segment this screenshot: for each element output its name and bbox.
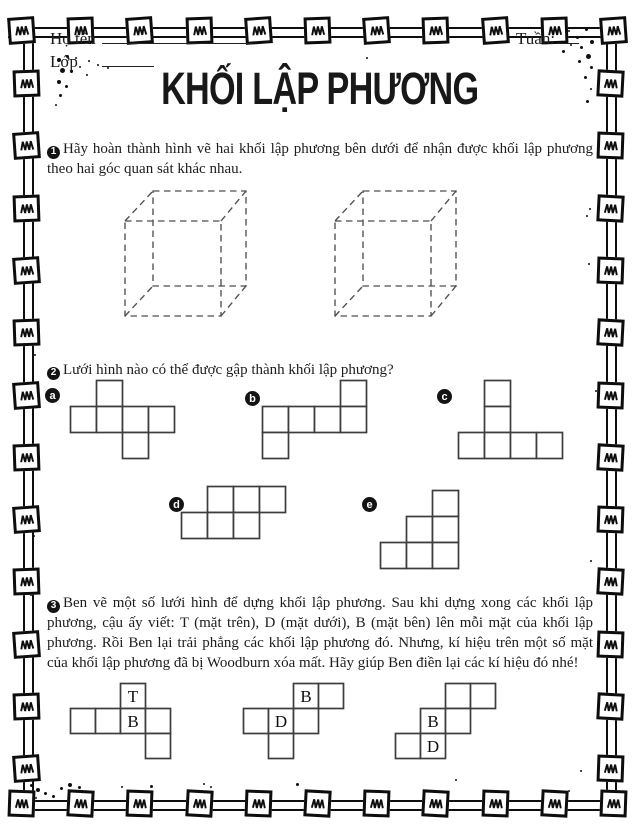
ink-dot	[35, 797, 37, 799]
net-cell	[244, 709, 269, 734]
frame-bead-scribble-icon	[7, 16, 36, 45]
frame-bead-scribble-icon	[597, 132, 625, 160]
week-blank-line	[559, 30, 579, 44]
ink-dot	[580, 46, 583, 49]
net-label-e: e	[362, 497, 377, 512]
frame-bead-scribble-icon	[422, 17, 450, 45]
net-cell	[446, 684, 471, 709]
face-letter: B	[127, 712, 139, 731]
net-cell	[234, 487, 260, 513]
ink-dot	[588, 263, 590, 265]
ink-dot	[68, 783, 72, 787]
week-field	[516, 29, 579, 49]
labeled-net-2	[242, 682, 345, 765]
frame-bead-scribble-icon	[12, 131, 41, 160]
ink-dot	[562, 50, 565, 53]
frame-bead-scribble-icon	[304, 17, 332, 45]
frame-bead-scribble-icon	[597, 755, 625, 783]
ink-dot	[150, 785, 153, 788]
frame-bead-scribble-icon	[13, 693, 41, 721]
frame-bead-scribble-icon	[597, 630, 625, 658]
ink-dot	[366, 57, 368, 59]
net-cell	[319, 684, 344, 709]
frame-bead-scribble-icon	[600, 790, 628, 818]
net-cell	[123, 407, 149, 433]
net-cell	[341, 407, 367, 433]
net-cell	[123, 433, 149, 459]
net-cell	[182, 513, 208, 539]
ink-dot	[296, 783, 299, 786]
net-label-a: a	[45, 388, 60, 403]
name-field	[50, 29, 252, 49]
frame-bead-scribble-icon	[13, 443, 41, 471]
net-cell	[537, 433, 563, 459]
net-cell	[381, 543, 407, 569]
frame-bead-scribble-icon	[13, 194, 41, 222]
frame-bead-scribble-icon	[597, 256, 625, 284]
ink-dot	[34, 354, 36, 356]
face-letter: T	[127, 687, 139, 706]
net-label-b: b	[245, 391, 260, 406]
labeled-net-3	[394, 682, 497, 765]
ink-dot	[585, 28, 588, 31]
net-cell	[341, 381, 367, 407]
ink-dot	[580, 770, 582, 772]
net-cell	[433, 517, 459, 543]
question-2-text: Lưới hình nào có thể được gập thành khối lập phương?	[63, 362, 394, 378]
question-3	[47, 593, 593, 673]
ink-dot	[60, 787, 63, 790]
net-cell	[269, 734, 294, 759]
frame-bead-scribble-icon	[13, 319, 41, 347]
question-3-text: Ben vẽ một số lưới hình để dựng khối lập phương. Sau khi dựng xong các khối lập phương, cậu ấy viết: T (mặt trên), D (mặt dưới), B (mặt bên) lên mỗi mặt của khối lập phương. Rồi Ben lại trải phẳng các khối lập phương đó. Nhưng, kí hiệu trên một số mặt của khối lập phương đã bị Woodburn xóa mất. Hãy giúp Ben điền lại các kí hiệu đó nhé!	[47, 595, 593, 671]
net-cell	[407, 543, 433, 569]
frame-bead-scribble-icon	[596, 318, 624, 346]
frame-bead-scribble-icon	[303, 789, 331, 817]
frame-bead-scribble-icon	[596, 568, 624, 596]
face-letter: B	[300, 687, 312, 706]
ink-dot	[590, 40, 594, 44]
ink-dot	[455, 779, 457, 781]
net-cell	[446, 709, 471, 734]
face-letter: D	[274, 712, 288, 731]
ink-dot	[30, 784, 33, 787]
net-cell	[407, 517, 433, 543]
labeled-net-1	[69, 682, 172, 765]
frame-bead-scribble-icon	[244, 790, 272, 818]
net-cell	[146, 709, 171, 734]
frame-bead-scribble-icon	[66, 789, 94, 817]
class-label: Lớp	[50, 52, 78, 71]
net-cell	[260, 487, 286, 513]
question-2-badge: 2	[47, 367, 60, 380]
net-cell	[485, 433, 511, 459]
net-label-c: c	[437, 389, 452, 404]
net-cell	[96, 709, 121, 734]
ink-dot	[78, 786, 81, 789]
frame-bead-scribble-icon	[126, 790, 154, 818]
net-cell	[396, 734, 421, 759]
ink-dot	[210, 786, 212, 788]
frame-bead-scribble-icon	[362, 16, 391, 45]
net-cell	[289, 407, 315, 433]
frame-bead-scribble-icon	[540, 789, 568, 817]
title-wrap	[0, 64, 639, 114]
net-cell	[97, 381, 123, 407]
frame-bead-scribble-icon	[12, 381, 41, 410]
frame-bead-scribble-icon	[481, 790, 509, 818]
net-cell	[485, 407, 511, 433]
ink-dot	[589, 208, 591, 210]
net-cell	[208, 513, 234, 539]
frame-bead-scribble-icon	[599, 16, 628, 45]
page-title: KHỐI LẬP PHƯƠNG	[160, 63, 479, 114]
question-1	[47, 139, 593, 179]
ink-dot	[44, 792, 47, 795]
net-cell	[294, 709, 319, 734]
ink-dot	[586, 215, 588, 217]
question-2	[47, 360, 593, 380]
net-a	[69, 379, 176, 465]
net-cell	[471, 684, 496, 709]
net-label-d: d	[169, 497, 184, 512]
net-cell	[208, 487, 234, 513]
ink-dot	[33, 535, 35, 537]
face-letter: B	[427, 712, 439, 731]
ink-dot	[52, 795, 55, 798]
frame-bead-scribble-icon	[363, 790, 391, 818]
net-cell	[433, 543, 459, 569]
ink-dot	[590, 560, 592, 562]
net-cell	[149, 407, 175, 433]
net-d	[180, 485, 287, 545]
frame-bead-scribble-icon	[597, 381, 625, 409]
net-cell	[234, 513, 260, 539]
frame-bead-scribble-icon	[12, 256, 41, 285]
frame-bead-scribble-icon	[12, 630, 41, 659]
frame-bead-scribble-icon	[12, 754, 41, 783]
net-c	[457, 379, 564, 465]
net-cell	[315, 407, 341, 433]
week-label: Tuần:	[516, 29, 556, 48]
net-cell	[97, 407, 123, 433]
net-cell	[71, 407, 97, 433]
net-cell	[263, 407, 289, 433]
net-cell	[263, 433, 289, 459]
ink-dot	[121, 786, 123, 788]
net-cell	[433, 491, 459, 517]
ink-dot	[203, 783, 205, 785]
name-blank-line	[102, 30, 252, 44]
net-cell	[485, 381, 511, 407]
net-cell	[146, 734, 171, 759]
ink-dot	[578, 60, 581, 63]
frame-bead-scribble-icon	[596, 692, 624, 720]
frame-bead-scribble-icon	[8, 790, 36, 818]
net-e	[379, 489, 460, 575]
name-label: Họ tên	[50, 29, 96, 48]
question-1-text: Hãy hoàn thành hình vẽ hai khối lập phương bên dưới để nhận được khối lập phương theo hai góc quan sát khác nhau.	[47, 141, 593, 177]
ink-dot	[586, 54, 591, 59]
net-cell	[511, 433, 537, 459]
frame-bead-scribble-icon	[13, 568, 41, 596]
question-3-badge: 3	[47, 600, 60, 613]
dashed-cube-right	[333, 188, 463, 322]
question-1-badge: 1	[47, 146, 60, 159]
net-cell	[71, 709, 96, 734]
dashed-cube-left	[123, 188, 253, 322]
frame-bead-scribble-icon	[422, 789, 450, 817]
frame-bead-scribble-icon	[185, 789, 213, 817]
net-b	[261, 379, 368, 465]
frame-bead-scribble-icon	[12, 505, 41, 534]
frame-bead-scribble-icon	[597, 506, 625, 534]
net-cell	[459, 433, 485, 459]
frame-bead-scribble-icon	[596, 443, 624, 471]
frame-bead-scribble-icon	[596, 194, 624, 222]
frame-bead-scribble-icon	[481, 16, 510, 45]
face-letter: D	[426, 737, 440, 756]
ink-dot	[36, 788, 40, 792]
